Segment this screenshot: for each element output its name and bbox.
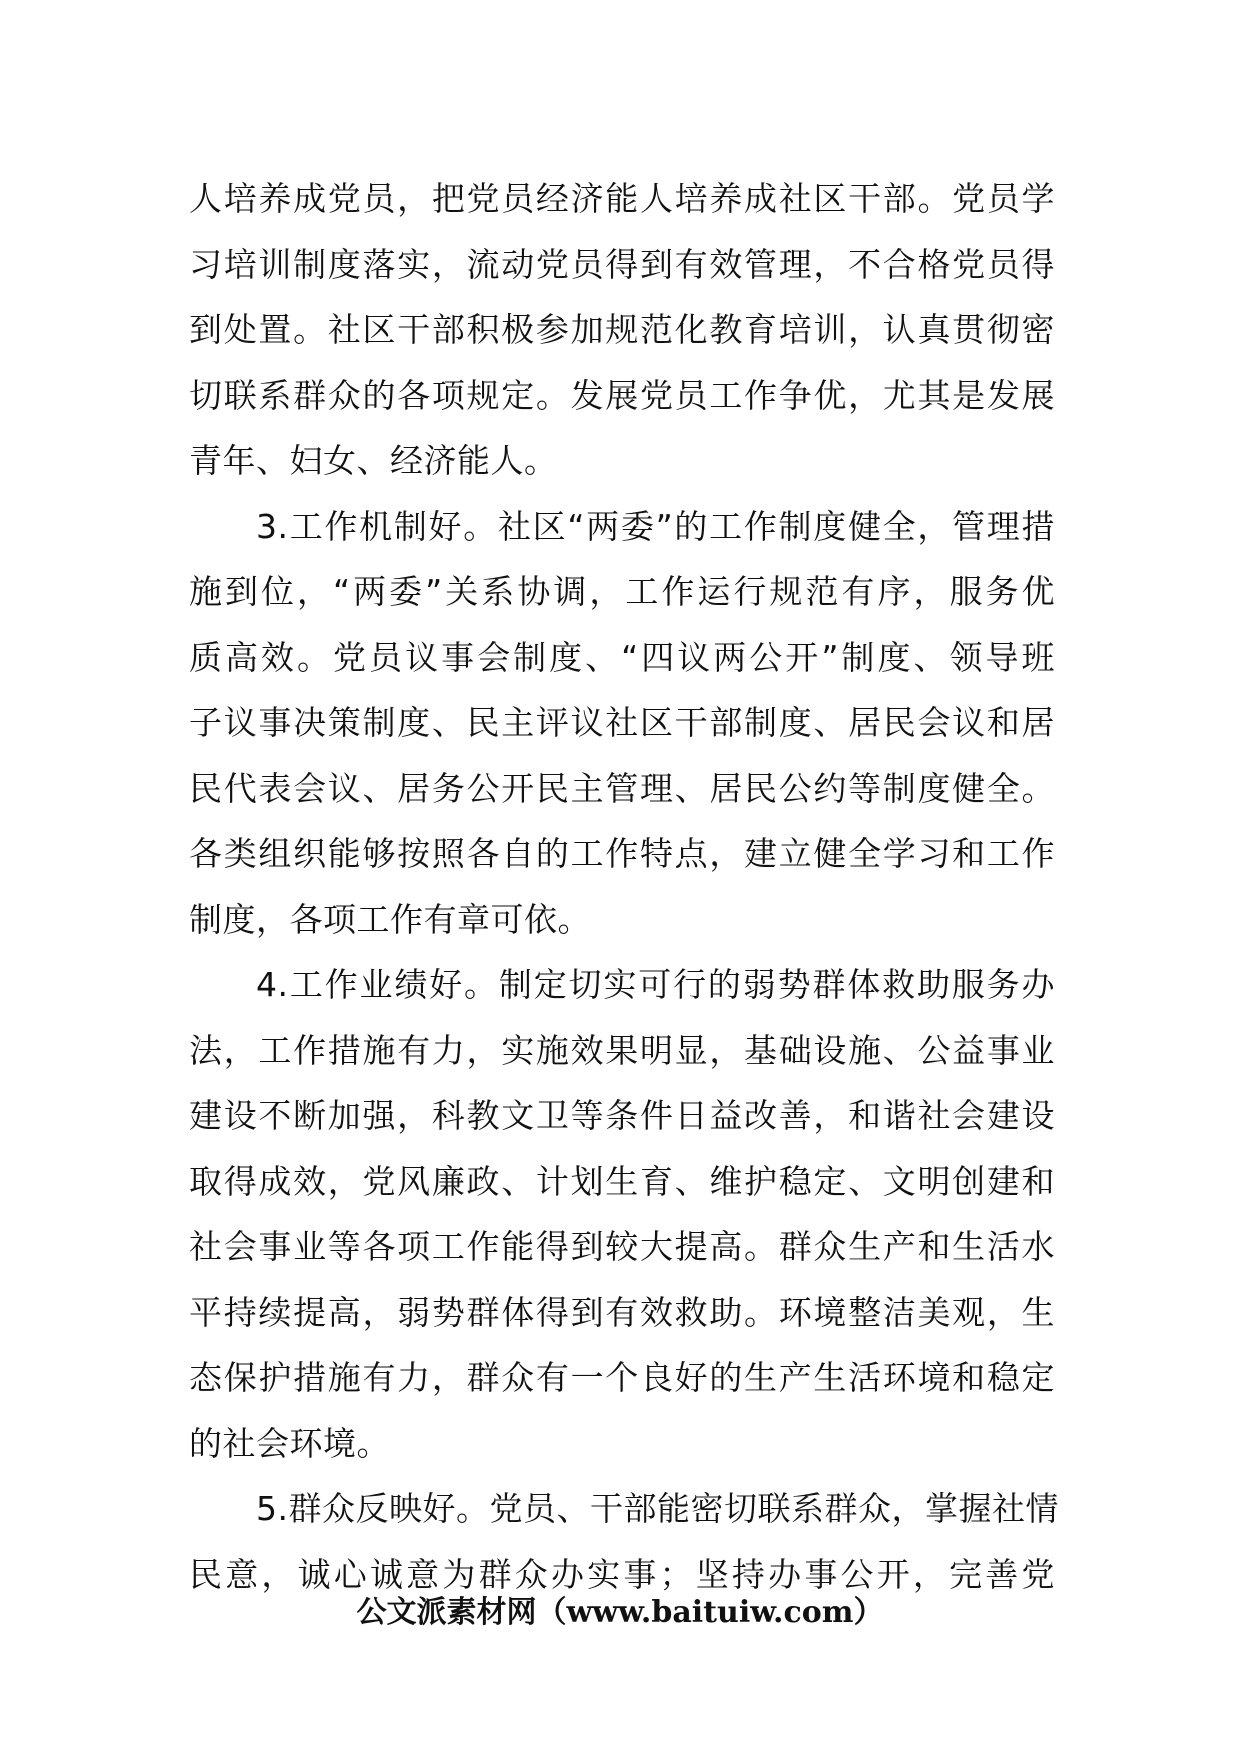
text-line: 民代表会议、居务公开民主管理、居民公约等制度健全。 — [189, 768, 1055, 808]
text-line: 的社会环境。 — [189, 1423, 390, 1463]
text-line: 青年、妇女、经济能人。 — [189, 441, 558, 480]
text-line: 制度，各项工作有章可依。 — [189, 899, 591, 939]
text-line: 到处置。社区干部积极参加规范化教育培训，认真贯彻密 — [189, 310, 1055, 349]
text-line: 社会事业等各项工作能得到较大提高。群众生产和生活水 — [189, 1227, 1055, 1266]
text-line: 施到位，“两委”关系协调，工作运行规范有序，服务优 — [189, 572, 1055, 611]
paragraph-heading-line: 5.群众反映好。党员、干部能密切联系群众，掌握社情 — [256, 1489, 1059, 1528]
text-line: 子议事决策制度、民主评议社区干部制度、居民会议和居 — [189, 703, 1055, 742]
text-line: 态保护措施有力，群众有一个良好的生产生活环境和稳定 — [189, 1358, 1055, 1397]
document-body — [189, 166, 1059, 1607]
text-line: 习培训制度落实，流动党员得到有效管理，不合格党员得 — [189, 244, 1055, 284]
text-line: 法，工作措施有力，实施效果明显，基础设施、公益事业 — [189, 1030, 1055, 1070]
text-line: 切联系群众的各项规定。发展党员工作争优，尤其是发展 — [189, 375, 1055, 415]
paragraph-heading-line: 3.工作机制好。社区“两委”的工作制度健全，管理措 — [256, 506, 1055, 546]
text-line: 人培养成党员，把党员经济能人培养成社区干部。党员学 — [189, 179, 1055, 218]
text-line: 各类组织能够按照各自的工作特点，建立健全学习和工作 — [189, 834, 1055, 873]
text-line: 取得成效，党风廉政、计划生育、维护稳定、文明创建和 — [189, 1161, 1055, 1201]
paragraph-heading-line: 4.工作业绩好。制定切实可行的弱势群体救助服务办 — [256, 965, 1055, 1004]
text-line: 质高效。党员议事会制度、“四议两公开”制度、领导班 — [189, 637, 1055, 677]
text-line: 建设不断加强，科教文卫等条件日益改善，和谐社会建设 — [189, 1096, 1055, 1135]
text-line: 平持续提高，弱势群体得到有效救助。环境整洁美观，生 — [189, 1292, 1055, 1332]
footer-watermark: 公文派素材网（www.baituiw.com） — [356, 1595, 884, 1630]
text-line: 民意，诚心诚意为群众办实事；坚持办事公开，完善党 — [189, 1554, 1055, 1594]
